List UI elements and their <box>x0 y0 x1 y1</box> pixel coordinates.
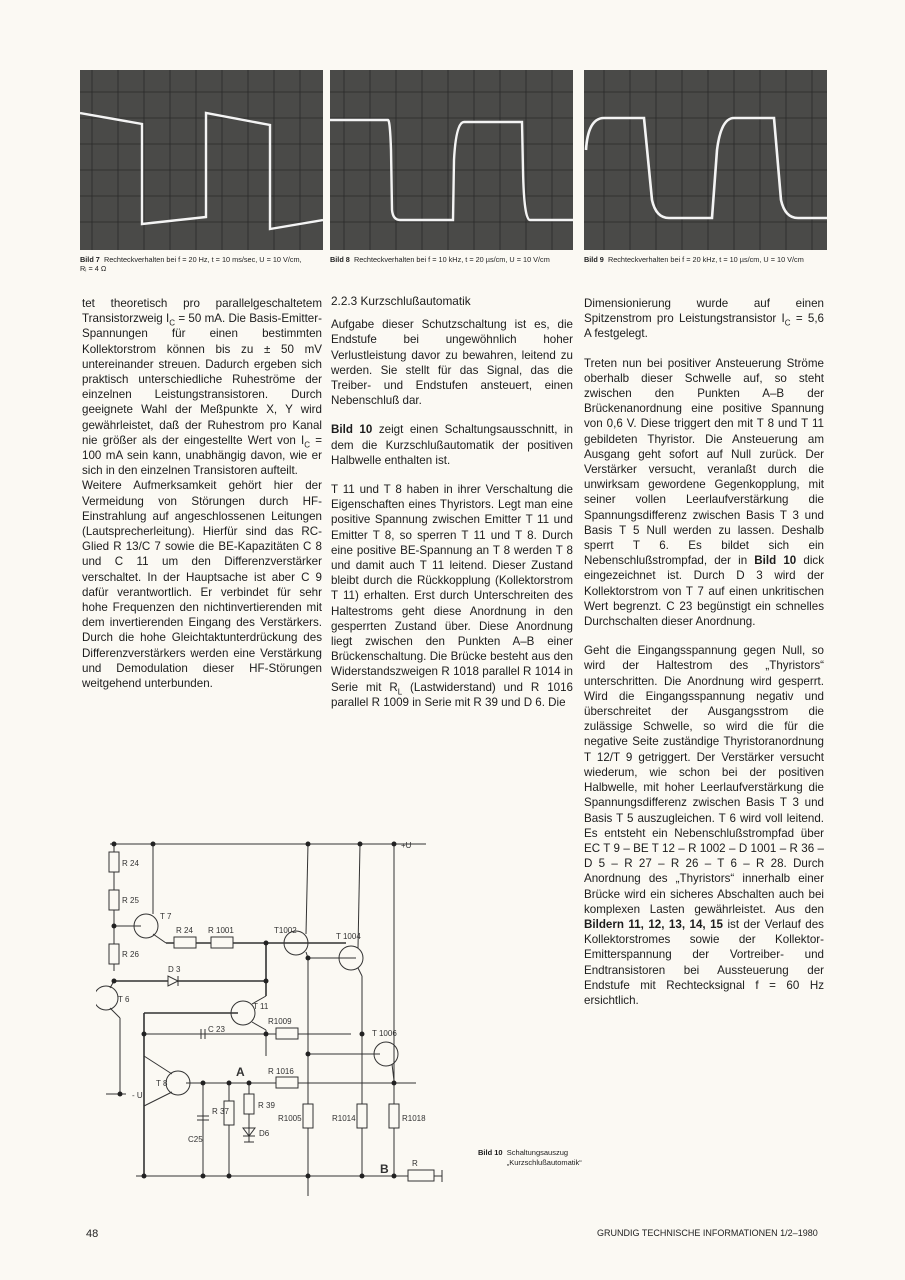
paragraph: tet theoretisch pro parallelgeschaltetem Transistorzweig $I_C = 50$ mA. Die Basis-Emitter-Spannungen für einen bestimmten Kollektorstrom können bis zu ± 50 mV untereinander streuen. Dadurch ergeben sich praktisch unterschiedliche Ruheströme der einzelnen Leistungstransistoren. Durch geeignete Wahl der Meßpunkte X, Y wird gewährleistet, daß der Ruhestrom pro Kanal nie größer als der eingestellte Wert von $I_C = 100$ mA sein kann, unabhängig davon, wie er sich in den einzelnen Transistoren aufteilt. <box>82 297 322 478</box>
paragraph: Weitere Aufmerksamkeit gehört hier der Vermeidung von Störungen durch HF-Einstrahlung auf angeschlossenen Leitungen (Lautsprecherleitung). Hierfür sind das RC-Glied R 13/C 7 sowie die BE-Kapazitäten C 8 und C 11 um den Differenzverstärker verschaltet. In der Hauptsache ist aber C 9 dafür verantwortlich. Er verbindet für sehr hohe Frequenzen den nichtinvertierenden mit dem invertierenden Eingang des Verstärkers. Durch die hohe Gleichtaktunterdrückung des Differenzverstärkers werden eine Verstärkung und Demodulation dieser HF-Störungen weitgehend unterbunden. <box>82 479 322 691</box>
figure-caption-text: Rechteckverhalten bei f = 10 kHz, t = 20 µs/cm, U = 10 V/cm <box>353 255 550 264</box>
figure-bild9-oscillogram <box>584 70 827 250</box>
svg-text:T 1004: T 1004 <box>336 932 361 941</box>
svg-text:R 39: R 39 <box>258 1101 275 1110</box>
svg-text:D 3: D 3 <box>168 965 181 974</box>
figure-bild7-oscillogram <box>80 70 323 250</box>
figure-label: Bild 9 <box>584 255 604 264</box>
svg-text:R 24: R 24 <box>122 859 139 868</box>
svg-text:R1018: R1018 <box>402 1114 426 1123</box>
figure-caption-text: Rechteckverhalten bei f = 20 Hz, t = 10 ms/sec, U = 10 V/cm, Rᵢ = 4 Ω <box>80 255 302 273</box>
figure-bild8-oscillogram <box>330 70 573 250</box>
svg-text:R 25: R 25 <box>122 896 139 905</box>
figure-label: Bild 8 <box>330 255 350 264</box>
publication-footer: GRUNDIG TECHNISCHE INFORMATIONEN 1/2–1980 <box>597 1228 818 1238</box>
svg-text:T 1006: T 1006 <box>372 1029 397 1038</box>
svg-text:R1005: R1005 <box>278 1114 302 1123</box>
svg-text:R1014: R1014 <box>332 1114 356 1123</box>
figure-label: Bild 7 <box>80 255 100 264</box>
svg-text:R 37: R 37 <box>212 1107 229 1116</box>
paragraph: Dimensionierung wurde auf einen Spitzenstrom pro Leistungstransistor $I_C = 5,6$ A festgelegt. <box>584 297 824 341</box>
svg-text:A: A <box>236 1065 245 1079</box>
section-heading: 2.2.3 Kurzschlußautomatik <box>331 294 471 308</box>
figure-label: Bild 10 <box>478 1148 503 1157</box>
svg-text:C 23: C 23 <box>208 1025 225 1034</box>
page-number: 48 <box>86 1228 99 1240</box>
svg-text:+U: +U <box>401 841 412 850</box>
svg-text:R 1001: R 1001 <box>208 926 234 935</box>
svg-text:C25: C25 <box>188 1135 203 1144</box>
paragraph: Geht die Eingangsspannung gegen Null, so wird der Haltestrom des „Thyristors“ unterschritten. Die Anordnung wird gesperrt. Wird die Eingangsspannung negativ und überschreitet der Ausgangsstrom die zulässige Schwelle, so wird die für die negative Seite zuständige Thyristoranordnung T 12/T 9 getriggert. Der Verstärker versucht wiederum, wie schon bei der positiven Halbwelle, mit hoher Leerlaufverstärkung die Spannungsdifferenz zwischen Basis T 3 und Basis T 5 auszugleichen. T 6 wird voll leitend. Es entsteht ein Nebenschlußstrompfad über EC T 9 – BE T 12 – R 1002 – D 1001 – R 36 – D 5 – R 27 – R 26 – T 6 – R 28. Durch Anordnung des „Thyristors“ innerhalb einer Brücke wird ein sicheres Abschalten auch bei komplexen Lasten gewährleistet. Aus den Bildern 11, 12, 13, 14, 15 ist der Verlauf des Kollektorstromes sowie der Kollektor-Emitterspannung der Vortreiber- und Endtransistoren bei Aussteuerung der Endstufe mit Rechtecksignal f = 60 Hz ersichtlich. <box>584 644 824 1007</box>
svg-text:T 6: T 6 <box>118 995 130 1004</box>
paragraph: Aufgabe dieser Schutzschaltung ist es, die Endstufe bei ungewöhnlich hoher Verlustleistung davor zu bewahren, leitend zu werden. Sie stellt für das Signal, das die Treiber- und Endstufen ansteuert, einen Nebenschluß dar. <box>331 318 573 408</box>
circuit-schematic-bild10 <box>96 836 466 1196</box>
figure-caption-text: Schaltungsauszug „Kurzschlußautomatik“ <box>506 1148 582 1167</box>
text-column-3 <box>584 296 824 1008</box>
svg-text:- U: - U <box>132 1091 143 1100</box>
svg-text:D6: D6 <box>259 1129 270 1138</box>
paragraph: Treten nun bei positiver Ansteuerung Ströme oberhalb dieser Schwelle auf, so steht zwischen den Punkten A–B der Brückenanordnung eine positive Spannung von 0,6 V. Diese triggert den mit T 8 und T 11 gebildeten Thyristor. Die Ansteuerung am Ausgang geht sofort auf Null zurück. Der Verstärker versucht, veranlaßt durch die unwirksam gewordene Gegenkopplung, mit seiner vollen Leerlaufverstärkung die Spannungsdifferenz zwischen Basis T 3 und Basis T 5 Null werden zu lassen. Deshalb sperrt T 6. Es bildet sich ein Nebenschlußstrompfad, der in Bild 10 dick eingezeichnet ist. Durch D 3 wird der Kollektorstrom von T 7 auf einen unkritischen Wert begrenzt. C 23 begünstigt ein schnelles Durchschalten dieser Anordnung. <box>584 356 824 629</box>
svg-text:R: R <box>412 1159 418 1168</box>
figure-caption-bild8 <box>330 255 560 264</box>
svg-text:T 11: T 11 <box>253 1002 269 1011</box>
paragraph: Bild 10 zeigt einen Schaltungsausschnitt, in dem die Kurzschlußautomatik der positiven Halbwelle enthalten ist. <box>331 423 573 467</box>
svg-text:R 24: R 24 <box>176 926 193 935</box>
figure-caption-bild9 <box>584 255 814 264</box>
figure-caption-text: Rechteckverhalten bei f = 20 kHz, t = 10 µs/cm, U = 10 V/cm <box>607 255 804 264</box>
svg-text:T 7: T 7 <box>160 912 172 921</box>
svg-text:R 26: R 26 <box>122 950 139 959</box>
svg-text:R1009: R1009 <box>268 1017 292 1026</box>
svg-text:B: B <box>380 1162 389 1176</box>
figure-caption-bild7 <box>80 255 310 273</box>
figure-caption-bild10 <box>478 1148 582 1167</box>
svg-text:T1002: T1002 <box>274 926 297 935</box>
svg-text:R 1016: R 1016 <box>268 1067 294 1076</box>
text-column-2 <box>331 294 573 710</box>
svg-text:T 8: T 8 <box>156 1079 168 1088</box>
paragraph: T 11 und T 8 haben in ihrer Verschaltung die Eigenschaften eines Thyristors. Legt man eine positive Spannung zwischen Emitter T 11 und Emitter T 8, so sperren T 11 und T 8. Durch eine positive BE-Spannung an T 8 werden T 8 und damit auch T 11 leitend. Dieser Zustand bleibt durch die Rückkopplung (Kollektorstrom T 11) erhalten. Erst durch Unterschreiten des Haltestroms geht diese Anordnung in den gesperrten Zustand über. Diese Anordnung liegt zwischen den Punkten A–B einer Brückenschaltung. Die Brücke besteht aus den Widerstandszweigen R 1018 parallel R 1014 in Serie mit $R_L$ (Lastwiderstand) und R 1016 parallel R 1009 in Serie mit R 39 und D 6. Die <box>331 483 573 709</box>
text-column-1 <box>82 296 322 691</box>
